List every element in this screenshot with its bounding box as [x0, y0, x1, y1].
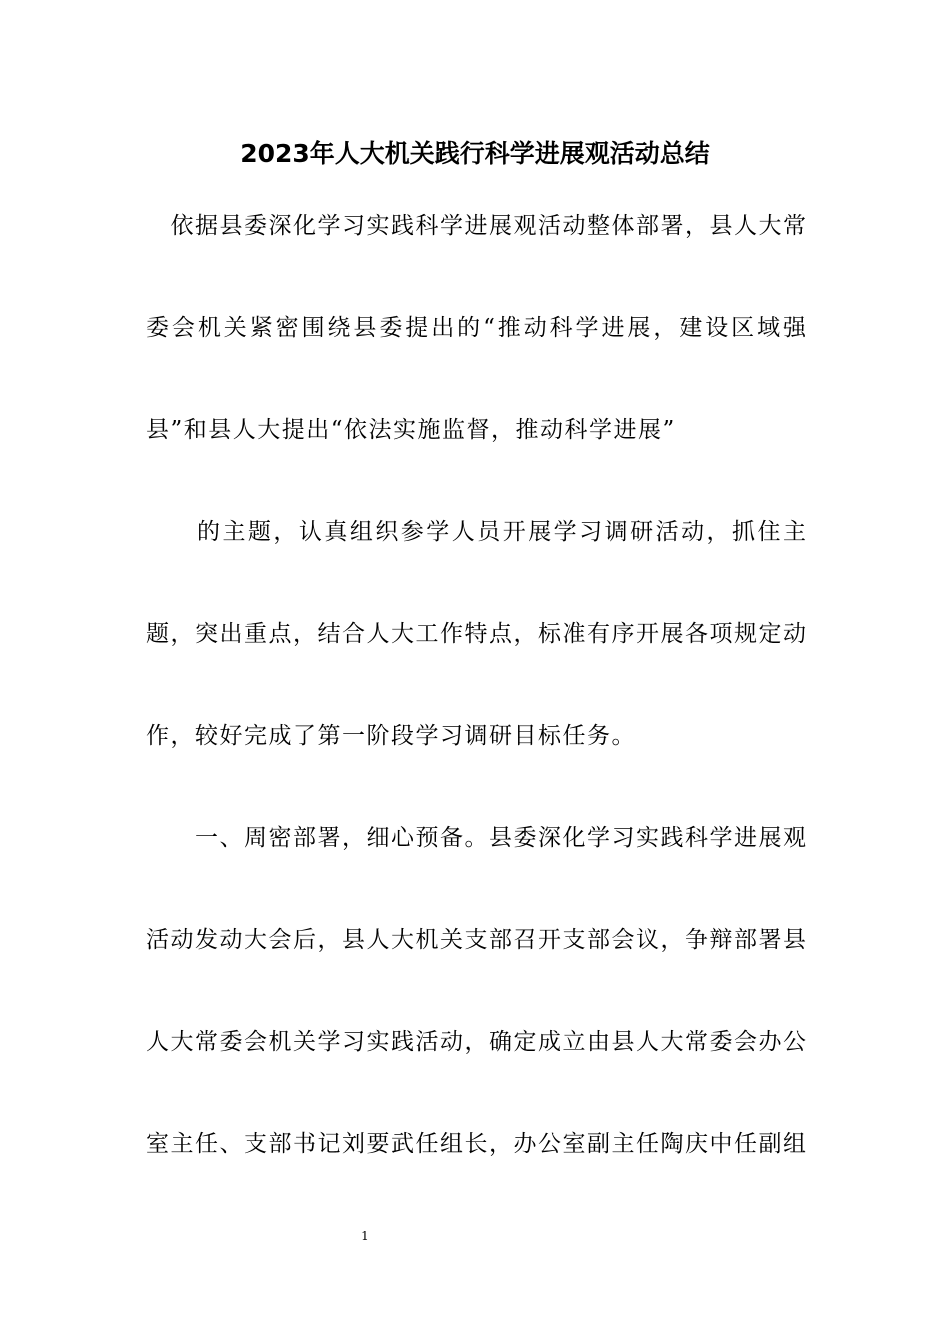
body-line-10: 室主任、支部书记刘要武任组长，办公室副主任陶庆中任副组	[146, 1131, 806, 1157]
document-title: 2023年人大机关践行科学进展观活动总结	[240, 139, 710, 168]
page-number: 1	[361, 1229, 369, 1243]
body-line-1: 依据县委深化学习实践科学进展观活动整体部署，县人大常	[146, 213, 806, 239]
body-line-2: 委会机关紧密围绕县委提出的“推动科学进展，建设区域强	[146, 315, 806, 341]
body-line-9: 人大常委会机关学习实践活动，确定成立由县人大常委会办公	[146, 1029, 806, 1055]
body-line-7: 一、周密部署，细心预备。县委深化学习实践科学进展观	[146, 825, 806, 851]
body-line-8: 活动发动大会后，县人大机关支部召开支部会议，争辩部署县	[146, 927, 806, 953]
body-line-4: 的主题，认真组织参学人员开展学习调研活动，抓住主	[146, 519, 806, 545]
body-line-5: 题，突出重点，结合人大工作特点，标准有序开展各项规定动	[146, 621, 806, 647]
body-line-3: 县”和县人大提出“依法实施监督，推动科学进展”	[146, 417, 676, 443]
body-line-6: 作，较好完成了第一阶段学习调研目标任务。	[146, 723, 636, 749]
